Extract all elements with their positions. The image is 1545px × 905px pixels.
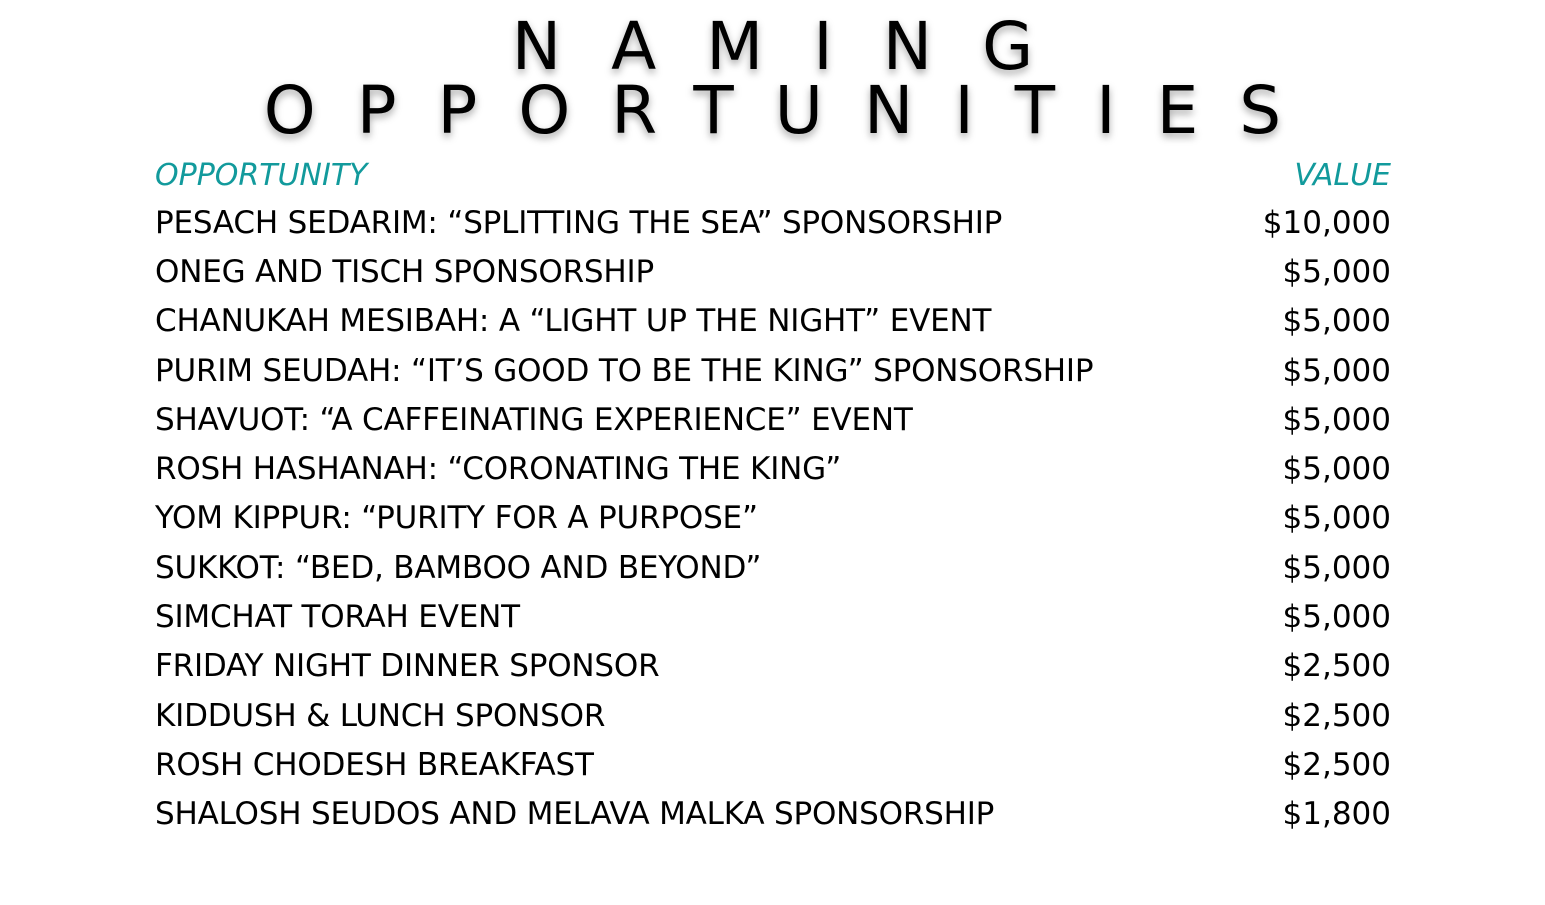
table-row: [155, 198, 1391, 247]
opportunity-name: CHANUKAH MESIBAH: A “LIGHT UP THE NIGHT” EVENT: [155, 303, 992, 340]
table-row: [155, 297, 1391, 346]
table-row: [155, 247, 1391, 296]
table-row: [155, 346, 1391, 395]
opportunity-value: $5,000: [1282, 401, 1391, 438]
opportunity-value: $2,500: [1282, 648, 1391, 685]
opportunity-value: $5,000: [1282, 352, 1391, 389]
opportunity-name: PURIM SEUDAH: “IT’S GOOD TO BE THE KING” SPONSORSHIP: [155, 352, 1094, 389]
opportunity-value: $5,000: [1282, 253, 1391, 290]
opportunity-name: SIMCHAT TORAH EVENT: [155, 599, 520, 636]
opportunity-value: $5,000: [1282, 500, 1391, 537]
table-row: [155, 494, 1391, 543]
opportunity-value: $1,800: [1282, 796, 1391, 833]
table-row: [155, 543, 1391, 592]
opportunity-name: ROSH HASHANAH: “CORONATING THE KING”: [155, 451, 842, 488]
table-header: [155, 152, 1391, 198]
table-row: [155, 642, 1391, 691]
opportunities-table: [155, 152, 1391, 839]
opportunity-value: $5,000: [1282, 549, 1391, 586]
page-title-line-2: OPPORTUNITIES: [263, 72, 1323, 149]
opportunity-name: ONEG AND TISCH SPONSORSHIP: [155, 253, 654, 290]
opportunity-name: SHAVUOT: “A CAFFEINATING EXPERIENCE” EVENT: [155, 401, 913, 438]
header-opportunity: OPPORTUNITY: [155, 157, 368, 193]
table-row: [155, 691, 1391, 740]
opportunity-value: $5,000: [1282, 599, 1391, 636]
header-value: VALUE: [1294, 157, 1391, 193]
opportunity-name: ROSH CHODESH BREAKFAST: [155, 746, 594, 783]
opportunity-name: PESACH SEDARIM: “SPLITTING THE SEA” SPONSORSHIP: [155, 204, 1003, 241]
opportunity-name: YOM KIPPUR: “PURITY FOR A PURPOSE”: [155, 500, 758, 537]
opportunity-name: SUKKOT: “BED, BAMBOO AND BEYOND”: [155, 549, 762, 586]
opportunity-value: $5,000: [1282, 303, 1391, 340]
opportunity-name: KIDDUSH & LUNCH SPONSOR: [155, 697, 606, 734]
page-title-line-1: NAMING: [511, 8, 1084, 85]
table-row: [155, 740, 1391, 789]
table-row: [155, 790, 1391, 839]
opportunity-name: FRIDAY NIGHT DINNER SPONSOR: [155, 648, 660, 685]
opportunity-name: SHALOSH SEUDOS AND MELAVA MALKA SPONSORSHIP: [155, 796, 995, 833]
table-row: [155, 592, 1391, 641]
table-row: [155, 395, 1391, 444]
opportunity-value: $5,000: [1282, 451, 1391, 488]
opportunity-value: $2,500: [1282, 746, 1391, 783]
opportunity-value: $10,000: [1262, 204, 1391, 241]
opportunity-value: $2,500: [1282, 697, 1391, 734]
table-row: [155, 444, 1391, 493]
